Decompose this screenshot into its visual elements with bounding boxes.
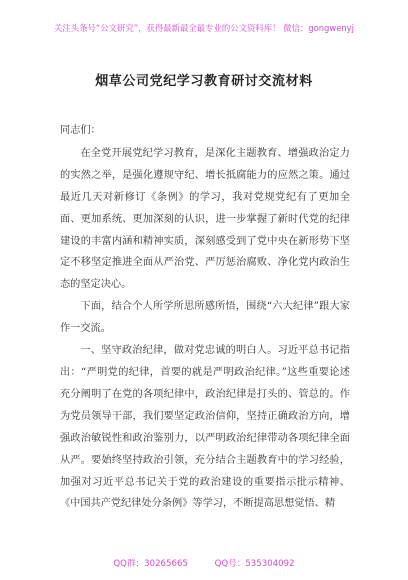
document-body	[60, 120, 350, 515]
salutation: 同志们：	[60, 125, 101, 136]
header-banner: 关注头条号“公文研究”，获得最新最全最专业的公文资料库！ 微信：gongwenyj	[54, 23, 354, 33]
document-title: 烟草公司党纪学习教育研讨交流材料	[95, 74, 313, 89]
footer-banner	[0, 557, 408, 569]
footer-qq-group: QQ群：30265665	[113, 559, 188, 569]
paragraph-intro: 在全党开展党纪学习教育，是深化主题教育、增强政治定力的实然之举，是强化遵规守纪、增长抵腐能力的应然之策。通过最近几天对新修订《条例》的学习，我对党规党纪有了更加全面、更加系统、更加深刻的认识，进一步掌握了新时代党的纪律建设的丰富内涵和精神实质，深刻感受到了党中央在新形势下坚定不移坚定推进全面从严治党、严厉惩治腐败、净化党内政治生态的坚定决心。	[60, 147, 350, 291]
footer-qq-number: QQ号：535304092	[214, 559, 295, 569]
paragraph-section-one: 一、坚守政治纪律，做对党忠诚的明白人。习近平总书记指出：“严明党的纪律，首要的就是严明政治纪律。”这些重要论述充分阐明了在党的各项纪律中，政治纪律是打头的、管总的。作为党员领导干部，我们要坚定政治信仰，坚持正确政治方向，增强政治敏锐性和政治鉴别力，以严明政治纪律带动各项纪律全面从严。要始终坚持政治引领，充分结合主题教育中的学习经验，加强对习近平总书记关于党的政治建设的重要指示批示精神、《中国共产党纪律处分条例》等学习，不断提高思想觉悟、精	[60, 345, 350, 510]
paragraph-transition: 下面，结合个人所学所思所感所悟，围绕“六大纪律”跟大家作一交流。	[60, 301, 350, 335]
